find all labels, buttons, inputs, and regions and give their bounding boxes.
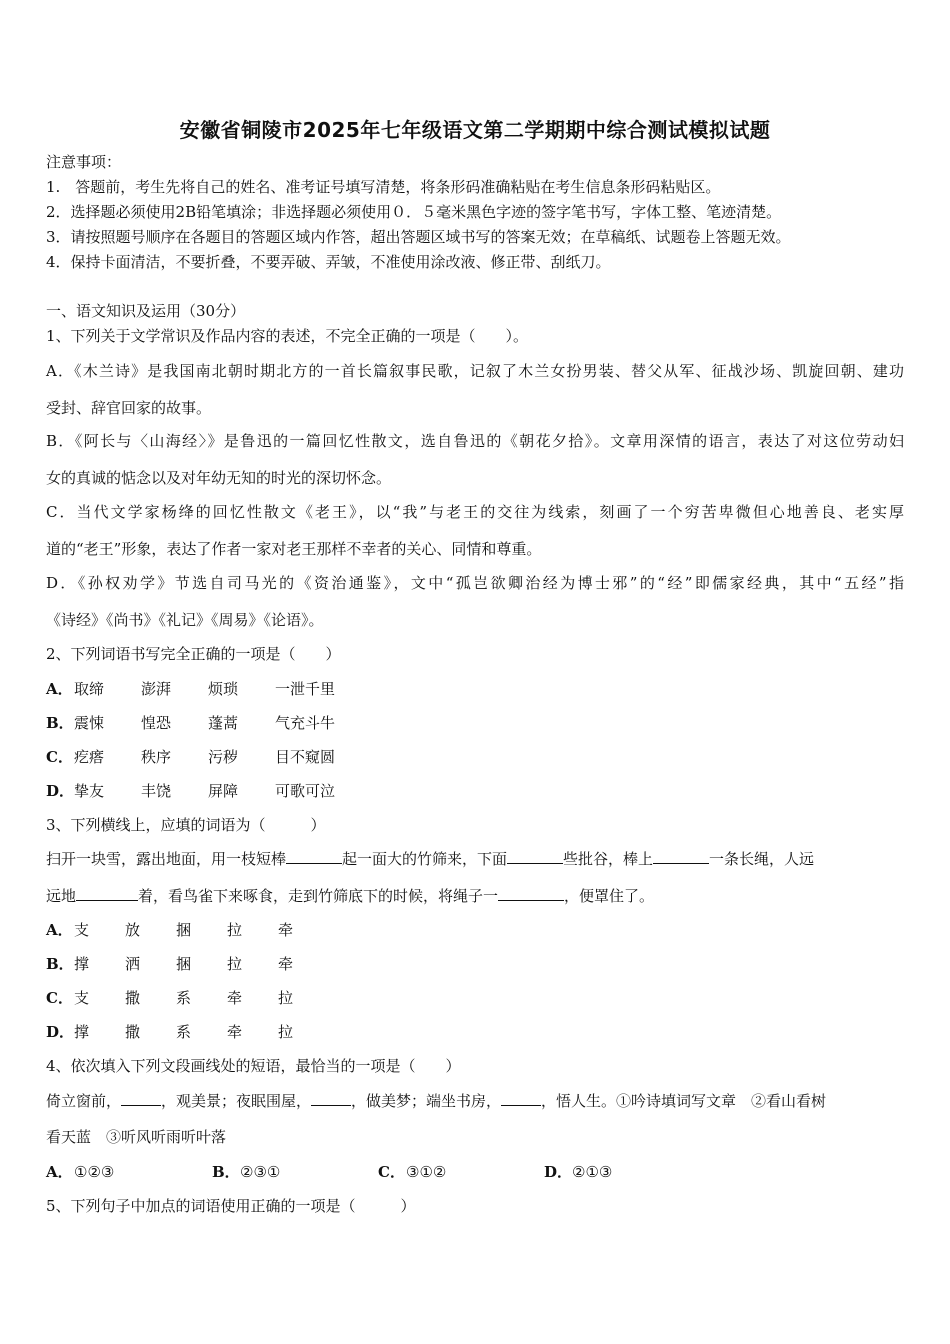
- passage-text: 一条长绳，人远: [709, 850, 815, 868]
- option-word: 气充斗牛: [275, 714, 336, 732]
- option-text: ②①③: [572, 1163, 613, 1181]
- option-word: 支: [74, 921, 90, 939]
- option-word: 撒: [125, 1023, 141, 1041]
- option-label: C．: [378, 1163, 405, 1181]
- option-label: A．: [46, 921, 73, 939]
- q4-options: [46, 1162, 612, 1182]
- blank-line: [653, 849, 709, 864]
- blank-line: [507, 849, 563, 864]
- option-text: ②③①: [240, 1163, 281, 1181]
- page-title: 安徽省铜陵市2025年七年级语文第二学期期中综合测试模拟试题: [179, 118, 771, 142]
- passage-text: ，便罩住了。: [564, 887, 655, 905]
- option-label: D．: [46, 782, 75, 800]
- option-word: 捆: [176, 921, 192, 939]
- option-word: 撒: [125, 989, 141, 1007]
- q3-passage-line-1: [46, 849, 814, 869]
- option-word: 拉: [278, 1023, 294, 1041]
- option-word: 牵: [278, 921, 294, 939]
- option-word: 支: [74, 989, 90, 1007]
- q3-option-d: [46, 1022, 293, 1042]
- option-word: 可歌可泣: [275, 782, 336, 800]
- option-word: 牵: [278, 955, 294, 973]
- option-word: 取缔: [74, 680, 105, 698]
- passage-text: ，悟人生。①吟诗填词写文章 ②看山看树: [541, 1092, 827, 1110]
- q2-option-c: [46, 747, 335, 767]
- passage-text: 着，看鸟雀下来啄食，走到竹筛底下的时候，将绳子一: [138, 887, 499, 905]
- option-word: 撑: [74, 955, 90, 973]
- option-label: B．: [212, 1163, 240, 1181]
- q2-option-b: [46, 713, 335, 733]
- option-text: ③①②: [406, 1163, 447, 1181]
- section-heading: 一、语文知识及运用（30分）: [46, 302, 246, 320]
- option-word: 秩序: [141, 748, 172, 766]
- passage-text: ，观美景；夜眠围屋，: [161, 1092, 312, 1110]
- option-label: D．: [544, 1163, 573, 1181]
- q4-passage-line-2: 看天蓝 ③听风听雨听叶落: [46, 1128, 227, 1146]
- option-text: ①②③: [74, 1163, 115, 1181]
- blank-line: [498, 886, 564, 901]
- question-4-stem: 4、依次填入下列文段画线处的短语，最恰当的一项是（ ）: [46, 1057, 461, 1075]
- option-label: B．: [46, 714, 74, 732]
- option-word: 震悚: [74, 714, 105, 732]
- option-label: A．: [46, 680, 73, 698]
- option-word: 牵: [227, 989, 243, 1007]
- option-label: C．: [46, 748, 73, 766]
- q3-passage-line-2: [46, 886, 654, 906]
- q1-option-b: B．《阿长与〈山海经〉》是鲁迅的一篇回忆性散文，选自鲁迅的《朝花夕拾》。文章用深情的语言，表达了对这位劳动妇: [46, 432, 904, 450]
- passage-text: 起一面大的竹筛来，下面: [342, 850, 508, 868]
- notice-item: 1. 答题前，考生先将自己的姓名、准考证号填写清楚，将条形码准确粘贴在考生信息条形码粘贴区。: [46, 178, 721, 196]
- option-label: D．: [46, 1023, 75, 1041]
- passage-text: 倚立窗前，: [46, 1092, 122, 1110]
- passage-text: 远地: [46, 887, 77, 905]
- question-2-stem: 2、下列词语书写完全正确的一项是（ ）: [46, 645, 341, 663]
- option-word: 拉: [227, 955, 243, 973]
- notice-item: 2．选择题必须使用2B铅笔填涂；非选择题必须使用０．５毫米黑色字迹的签字笔书写，字体工整、笔迹清楚。: [46, 203, 782, 221]
- blank-line: [501, 1091, 541, 1106]
- q1-option-b-cont: 女的真诚的惦念以及对年幼无知的时光的深切怀念。: [46, 469, 392, 487]
- option-label: B．: [46, 955, 74, 973]
- option-word: 烦琐: [208, 680, 239, 698]
- option-word: 屏障: [208, 782, 239, 800]
- passage-text: 扫开一块雪，露出地面，用一枝短棒: [46, 850, 287, 868]
- option-word: 洒: [125, 955, 141, 973]
- question-1-stem: 1、下列关于文学常识及作品内容的表述，不完全正确的一项是（ ）。: [46, 327, 529, 345]
- q1-option-d-cont: 《诗经》《尚书》《礼记》《周易》《论语》。: [46, 611, 324, 629]
- q1-option-a-cont: 受封、辞官回家的故事。: [46, 399, 212, 417]
- passage-text: ，做美梦；端坐书房，: [351, 1092, 502, 1110]
- option-word: 牵: [227, 1023, 243, 1041]
- option-label: C．: [46, 989, 73, 1007]
- q3-option-a: [46, 920, 293, 940]
- blank-line: [76, 886, 138, 901]
- option-word: 系: [176, 1023, 192, 1041]
- option-word: 一泄千里: [275, 680, 336, 698]
- option-word: 疙瘩: [74, 748, 105, 766]
- option-word: 澎湃: [141, 680, 172, 698]
- option-word: 丰饶: [141, 782, 172, 800]
- option-word: 蓬蒿: [208, 714, 239, 732]
- option-word: 系: [176, 989, 192, 1007]
- q2-option-d: [46, 781, 335, 801]
- q4-passage-line-1: [46, 1091, 826, 1111]
- option-word: 挚友: [74, 782, 105, 800]
- q3-option-c: [46, 988, 293, 1008]
- notice-heading: 注意事项：: [46, 153, 122, 171]
- blank-line: [121, 1091, 161, 1106]
- option-word: 放: [125, 921, 141, 939]
- notice-item: 4．保持卡面清洁，不要折叠，不要弄破、弄皱，不准使用涂改液、修正带、刮纸刀。: [46, 253, 611, 271]
- option-word: 惶恐: [141, 714, 172, 732]
- question-5-stem: 5、下列句子中加点的词语使用正确的一项是（ ）: [46, 1197, 416, 1215]
- option-word: 目不窥圆: [275, 748, 336, 766]
- option-label: A．: [46, 1163, 73, 1181]
- q1-option-c-cont: 道的“老王”形象，表达了作者一家对老王那样不幸者的关心、同情和尊重。: [46, 540, 542, 558]
- blank-line: [311, 1091, 351, 1106]
- option-word: 污秽: [208, 748, 239, 766]
- passage-text: 些批谷，棒上: [563, 850, 654, 868]
- q2-option-a: [46, 679, 335, 699]
- q3-option-b: [46, 954, 293, 974]
- option-word: 撑: [74, 1023, 90, 1041]
- q1-option-a: A．《木兰诗》是我国南北朝时期北方的一首长篇叙事民歌，记叙了木兰女扮男装、替父从军、征战沙场、凯旋回朝、建功: [46, 362, 904, 380]
- option-word: 拉: [227, 921, 243, 939]
- q1-option-c: C．当代文学家杨绛的回忆性散文《老王》，以“我”与老王的交往为线索，刻画了一个穷苦卑微但心地善良、老实厚: [46, 503, 904, 521]
- option-word: 捆: [176, 955, 192, 973]
- notice-item: 3．请按照题号顺序在各题目的答题区域内作答，超出答题区域书写的答案无效；在草稿纸、试题卷上答题无效。: [46, 228, 791, 246]
- q1-option-d: D．《孙权劝学》节选自司马光的《资治通鉴》，文中“孤岂欲卿治经为博士邪”的“经”即儒家经典，其中“五经”指: [46, 574, 904, 592]
- blank-line: [286, 849, 342, 864]
- option-word: 拉: [278, 989, 294, 1007]
- question-3-stem: 3、下列横线上，应填的词语为（ ）: [46, 816, 326, 834]
